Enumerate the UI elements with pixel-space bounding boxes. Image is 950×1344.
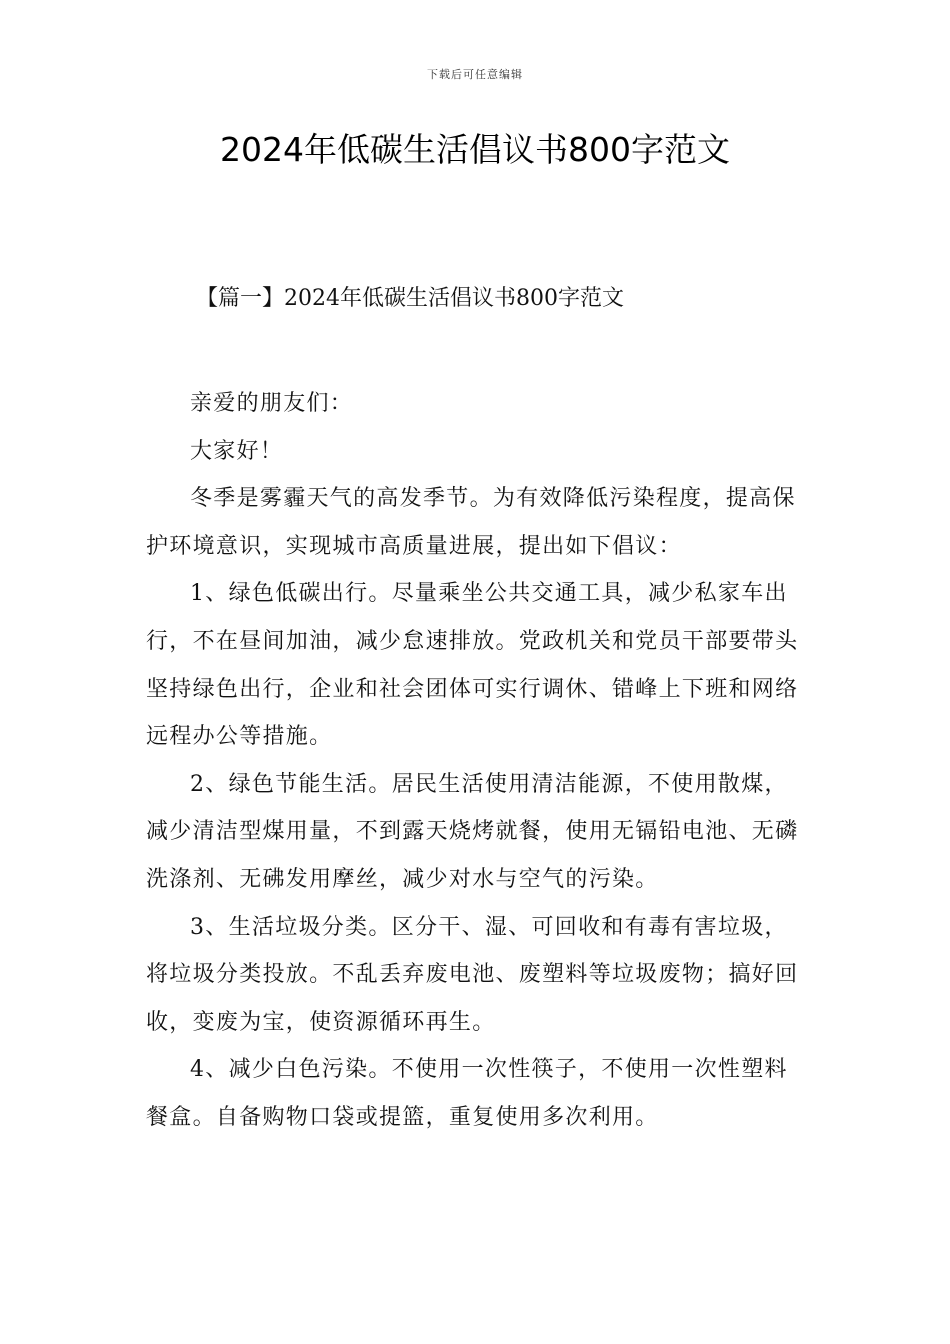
document-title: 2024年低碳生活倡议书800字范文 — [220, 130, 730, 169]
header-note: 下载后可任意编辑 — [427, 68, 523, 81]
greeting: 大家好！ — [190, 438, 284, 464]
proposal-3-paragraph: 3、生活垃圾分类。区分干、湿、可回收和有毒有害垃圾，将垃圾分类投放。不乱丢弃废电池、废塑料等垃圾废物；搞好回收，变废为宝，使资源循环再生。 — [146, 914, 799, 1035]
document-body — [146, 380, 808, 1142]
intro-paragraph: 冬季是雾霾天气的高发季节。为有效降低污染程度，提高保护环境意识，实现城市高质量进展，提出如下倡议： — [146, 486, 796, 559]
proposal-2-paragraph: 2、绿色节能生活。居民生活使用清洁能源，不使用散煤，减少清洁型煤用量，不到露天烧烤就餐，使用无镉铅电池、无磷洗涤剂、无砩发用摩丝，减少对水与空气的污染。 — [146, 771, 799, 892]
salutation: 亲爱的朋友们： — [190, 391, 354, 416]
proposal-1-paragraph: 1、绿色低碳出行。尽量乘坐公共交通工具，减少私家车出行，不在昼间加油，减少怠速排放。党政机关和党员干部要带头坚持绿色出行，企业和社会团体可实行调休、错峰上下班和网络远程办公等措施。 — [146, 581, 799, 750]
proposal-4-paragraph: 4、减少白色污染。不使用一次性筷子，不使用一次性塑料餐盒。自备购物口袋或提篮，重复使用多次利用。 — [146, 1057, 788, 1130]
section-heading: 【篇一】2024年低碳生活倡议书800字范文 — [196, 286, 624, 311]
